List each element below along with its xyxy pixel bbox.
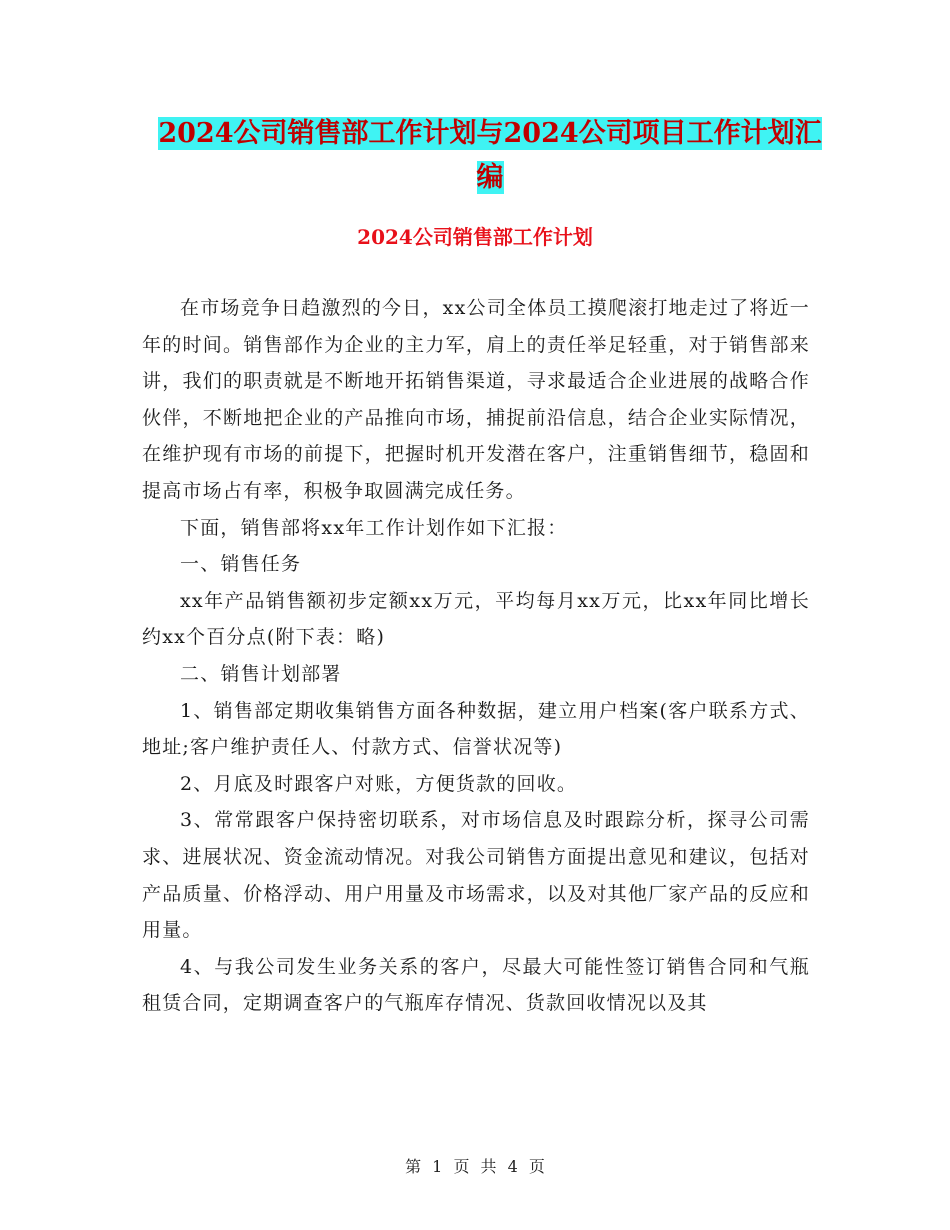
paragraph-plan-item-2: 2、月底及时跟客户对账，方便货款的回收。 (180, 772, 578, 795)
section-title: 2024公司销售部工作计划 (357, 225, 593, 249)
document-title (150, 112, 830, 200)
heading-sales-plan: 二、销售计划部署 (180, 662, 342, 685)
page-footer: 第 1 页 共 4 页 (405, 1157, 545, 1176)
document-title-text: 2024公司销售部工作计划与2024公司项目工作计划汇编 (158, 118, 822, 193)
paragraph-plan-item-3: 3、常常跟客户保持密切联系，对市场信息及时跟踪分析，探寻公司需求、进展状况、资金流动情况。对我公司销售方面提出意见和建议，包括对产品质量、价格浮动、用户用量及市场需求，以及对其他厂家产品的反应和用量。 (142, 809, 810, 942)
paragraph-intro: 在市场竞争日趋激烈的今日，xx公司全体员工摸爬滚打地走过了将近一年的时间。销售部作为企业的主力军，肩上的责任举足轻重，对于销售部来讲，我们的职责就是不断地开拓销售渠道，寻求最适合企业进展的战略合作伙伴，不断地把企业的产品推向市场，捕捉前沿信息，结合企业实际情况，在维护现有市场的前提下，把握时机开发潜在客户，注重销售细节，稳固和提高市场占有率，积极争取圆满完成任务。 (142, 297, 810, 502)
paragraph-report-lead: 下面，销售部将xx年工作计划作如下汇报： (180, 516, 568, 539)
paragraph-sales-target: xx年产品销售额初步定额xx万元，平均每月xx万元，比xx年同比增长约xx个百分点(附下表：略) (142, 589, 810, 649)
heading-sales-task: 一、销售任务 (180, 553, 302, 576)
paragraph-plan-item-4: 4、与我公司发生业务关系的客户，尽最大可能性签订销售合同和气瓶租赁合同，定期调查客户的气瓶库存情况、货款回收情况以及其 (142, 955, 810, 1015)
paragraph-plan-item-1: 1、销售部定期收集销售方面各种数据，建立用户档案(客户联系方式、地址;客户维护责任人、付款方式、信誉状况等) (142, 699, 810, 759)
document-body (142, 290, 810, 1022)
